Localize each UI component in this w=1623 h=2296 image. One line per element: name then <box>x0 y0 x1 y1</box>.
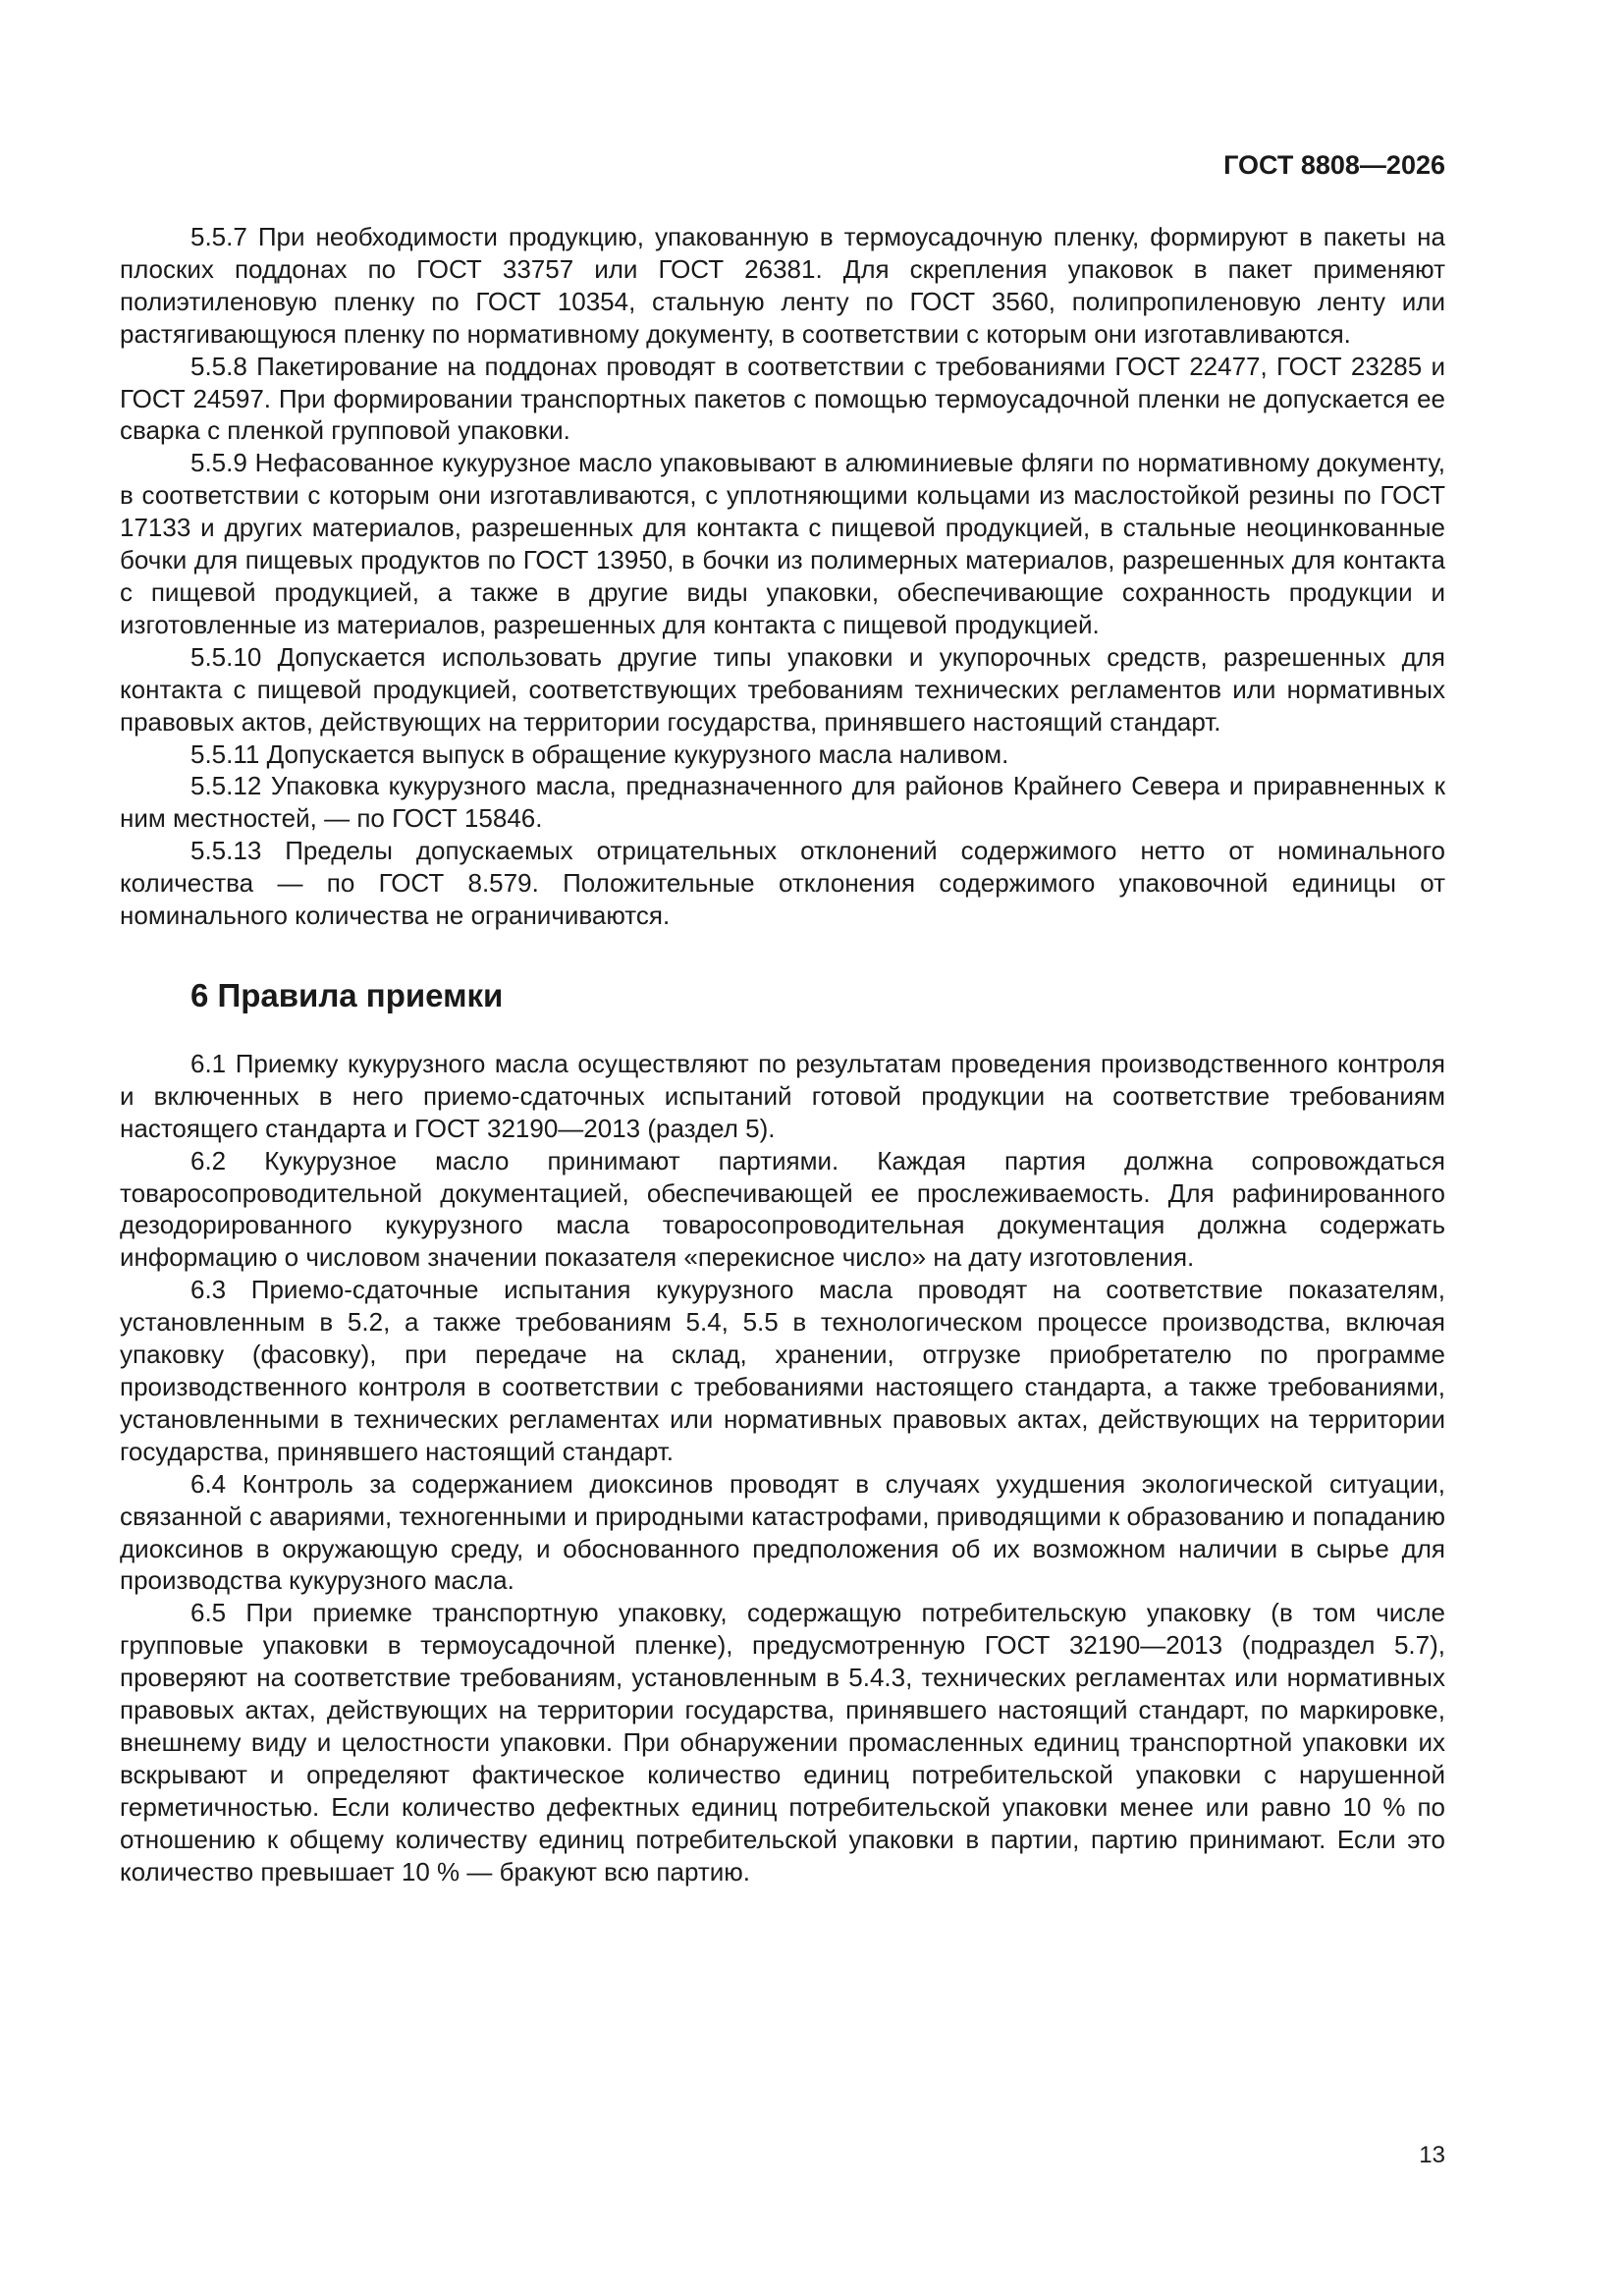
paragraph-6-5: 6.5 При приемке транспортную упаковку, содержащую потребительскую упаковку (в том числе групповые упаковки в термоусадочной пленке), предусмотренную ГОСТ 32190—2013 (подраздел 5.7), проверяют на соответствие требованиям, установленным в 5.4.3, технических регламентах или нормативных правовых актах, действующих на территории государства, принявшего настоящий стандарт, по маркировке, внешнему виду и целостности упаковки. При обнаружении промасленных единиц транспортной упаковки их вскрывают и определяют фактическое количество единиц потребительской упаковки с нарушенной герметичностью. Если количество дефектных единиц потребительской упаковки менее или равно 10 % по отношению к общему количеству единиц потребительской упаковки в партии, партию принимают. Если это количество превышает 10 % — бракуют всю партию. <box>120 1598 1445 1886</box>
paragraph-5-5-7: 5.5.7 При необходимости продукцию, упакованную в термоусадочную пленку, формируют в пакеты на плоских поддонах по ГОСТ 33757 или ГОСТ 26381. Для скрепления упаковок в пакет применяют полиэтиленовую пленку по ГОСТ 10354, стальную ленту по ГОСТ 3560, полипропиленовую ленту или растягивающуюся пленку по нормативному документу, в соответствии с которым они изготавливаются. <box>120 222 1445 349</box>
page-number: 13 <box>1419 2142 1445 2168</box>
paragraph-6-4: 6.4 Контроль за содержанием диоксинов проводят в случаях ухудшения экологической ситуации, связанной с авариями, техногенными и природными катастрофами, приводящими к образованию и попаданию диоксинов в окружающую среду, и обоснованного предположения об их возможном наличии в сырье для производства кукурузного масла. <box>120 1468 1445 1596</box>
document-body <box>120 221 1445 1888</box>
paragraph-5-5-13: 5.5.13 Пределы допускаемых отрицательных отклонений содержимого нетто от номинального количества — по ГОСТ 8.579. Положительные отклонения содержимого упаковочной единицы от номинального количества не ограничиваются. <box>120 836 1445 931</box>
paragraph-6-1: 6.1 Приемку кукурузного масла осуществляют по результатам проведения производственного контроля и включенных в него приемо-сдаточных испытаний готовой продукции на соответствие требованиям настоящего стандарта и ГОСТ 32190—2013 (раздел 5). <box>120 1048 1445 1143</box>
paragraph-5-5-10: 5.5.10 Допускается использовать другие типы упаковки и укупорочных средств, разрешенных для контакта с пищевой продукцией, соответствующих требованиям технических регламентов или нормативных правовых актов, действующих на территории государства, принявшего настоящий стандарт. <box>120 641 1445 737</box>
paragraph-6-3: 6.3 Приемо-сдаточные испытания кукурузного масла проводят на соответствие показателям, установленным в 5.2, а также требованиям 5.4, 5.5 в технологическом процессе производства, включая упаковку (фасовку), при передаче на склад, хранении, отгрузке приобретателю по программе производственного контроля в соответствии с требованиями настоящего стандарта, а также требованиями, установленными в технических регламентах или нормативных правовых актах, действующих на территории государства, принявшего настоящий стандарт. <box>120 1275 1445 1466</box>
paragraph-5-5-11: 5.5.11 Допускается выпуск в обращение кукурузного масла наливом. <box>190 738 1009 769</box>
paragraph-5-5-9: 5.5.9 Нефасованное кукурузное масло упаковывают в алюминиевые фляги по нормативному документу, в соответствии с которым они изготавливаются, с уплотняющими кольцами из маслостойкой резины по ГОСТ 17133 и других материалов, разрешенных для контакта с пищевой продукцией, в стальные неоцинкованные бочки для пищевых продуктов по ГОСТ 13950, в бочки из полимерных материалов, разрешенных для контакта с пищевой продукцией, а также в другие виды упаковки, обеспечивающие сохранность продукции и изготовленные из материалов, разрешенных для контакта с пищевой продукцией. <box>120 448 1445 639</box>
paragraph-5-5-12: 5.5.12 Упаковка кукурузного масла, предназначенного для районов Крайнего Севера и приравненных к ним местностей, — по ГОСТ 15846. <box>120 771 1445 834</box>
section-heading: 6 Правила приемки <box>190 976 504 1013</box>
paragraph-6-2: 6.2 Кукурузное масло принимают партиями. Каждая партия должна сопровождаться товаросопроводительной документацией, обеспечивающей ее прослеживаемость. Для рафинированного дезодорированного кукурузного масла товаросопроводительная документация должна содержать информацию о числовом значении показателя «перекисное число» на дату изготовления. <box>120 1145 1445 1273</box>
document-code-header: ГОСТ 8808—2026 <box>1223 150 1445 180</box>
paragraph-5-5-8: 5.5.8 Пакетирование на поддонах проводят в соответствии с требованиями ГОСТ 22477, ГОСТ 23285 и ГОСТ 24597. При формировании транспортных пакетов с помощью термоусадочной пленки не допускается ее сварка с пленкой групповой упаковки. <box>120 351 1445 446</box>
